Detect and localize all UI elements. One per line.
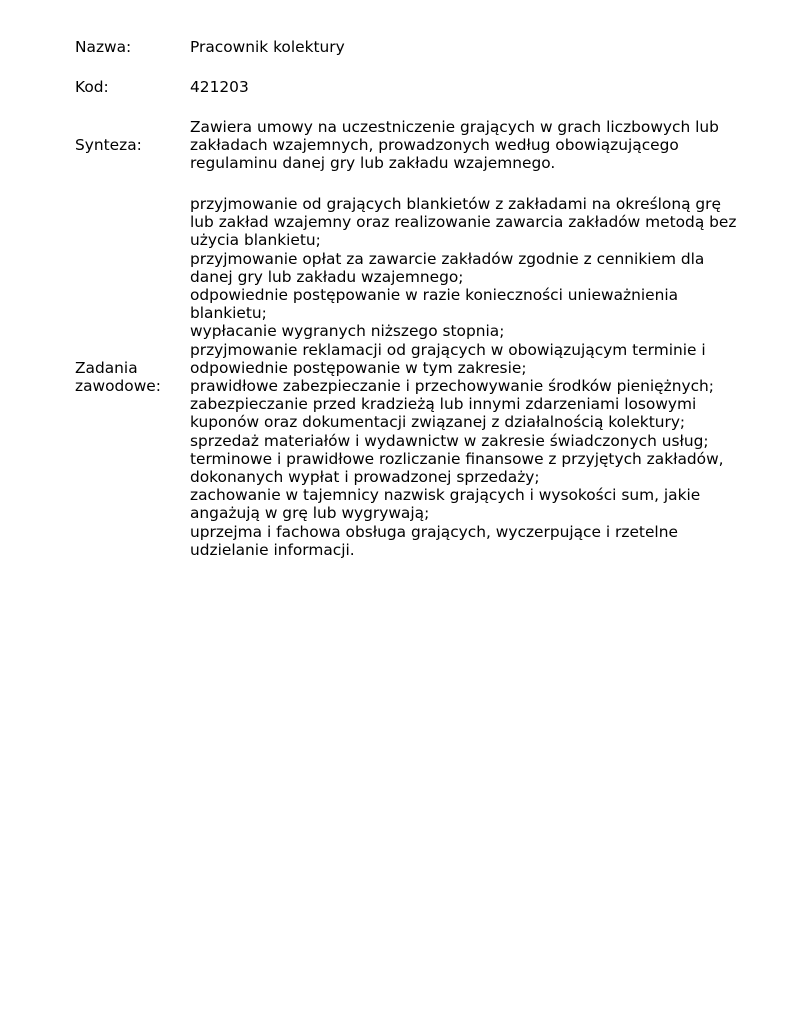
- task-line: blankietu;: [190, 304, 267, 323]
- tasks-label-line: Zadania: [75, 358, 138, 377]
- task-line: przyjmowanie opłat za zawarcie zakładów zgodnie z cennikiem dla: [190, 249, 705, 268]
- task-line: użycia blankietu;: [190, 231, 321, 250]
- synthesis-text: [190, 118, 755, 173]
- task-line: zabezpieczanie przed kradzieżą lub innymi zdarzeniami losowymi: [190, 395, 697, 414]
- task-line: lub zakład wzajemny oraz realizowanie zawarcia zakładów metodą bez: [190, 213, 737, 232]
- name-label: Nazwa:: [75, 38, 132, 56]
- task-line: dokonanych wypłat i prowadzonej sprzedaży;: [190, 468, 540, 487]
- task-line: prawidłowe zabezpieczanie i przechowywanie środków pieniężnych;: [190, 377, 714, 396]
- field-tasks: [75, 195, 755, 559]
- task-line: angażują w grę lub wygrywają;: [190, 504, 430, 523]
- task-line: uprzejma i fachowa obsługa grających, wyczerpujące i rzetelne: [190, 522, 678, 541]
- code-value: 421203: [190, 78, 249, 96]
- field-name: [75, 38, 755, 56]
- task-line: odpowiednie postępowanie w razie konieczności unieważnienia: [190, 286, 679, 305]
- task-line: zachowanie w tajemnicy nazwisk grających i wysokości sum, jakie: [190, 486, 701, 505]
- code-label: Kod:: [75, 78, 109, 96]
- task-line: terminowe i prawidłowe rozliczanie finansowe z przyjętych zakładów,: [190, 449, 724, 468]
- synthesis-line: zakładach wzajemnych, prowadzonych według obowiązującego: [190, 136, 679, 155]
- task-line: przyjmowanie reklamacji od grających w obowiązującym terminie i: [190, 340, 706, 359]
- task-line: kuponów oraz dokumentacji związanej z działalnością kolektury;: [190, 413, 686, 432]
- task-line: wypłacanie wygranych niższego stopnia;: [190, 322, 505, 341]
- task-line: udzielanie informacji.: [190, 540, 355, 559]
- synthesis-label: Synteza:: [75, 136, 142, 155]
- synthesis-line: Zawiera umowy na uczestniczenie grających w grach liczbowych lub: [190, 118, 719, 136]
- tasks-text: [190, 195, 755, 559]
- task-line: przyjmowanie od grających blankietów z zakładami na określoną grę: [190, 195, 721, 213]
- field-synthesis: [75, 118, 755, 173]
- task-line: odpowiednie postępowanie w tym zakresie;: [190, 358, 527, 377]
- task-line: danej gry lub zakładu wzajemnego;: [190, 267, 464, 286]
- field-code: [75, 78, 755, 96]
- synthesis-line: regulaminu danej gry lub zakładu wzajemnego.: [190, 154, 556, 173]
- tasks-label-line: zawodowe:: [75, 377, 161, 396]
- task-line: sprzedaż materiałów i wydawnictw w zakresie świadczonych usług;: [190, 431, 709, 450]
- tasks-label: [75, 359, 190, 395]
- name-value: Pracownik kolektury: [190, 38, 345, 56]
